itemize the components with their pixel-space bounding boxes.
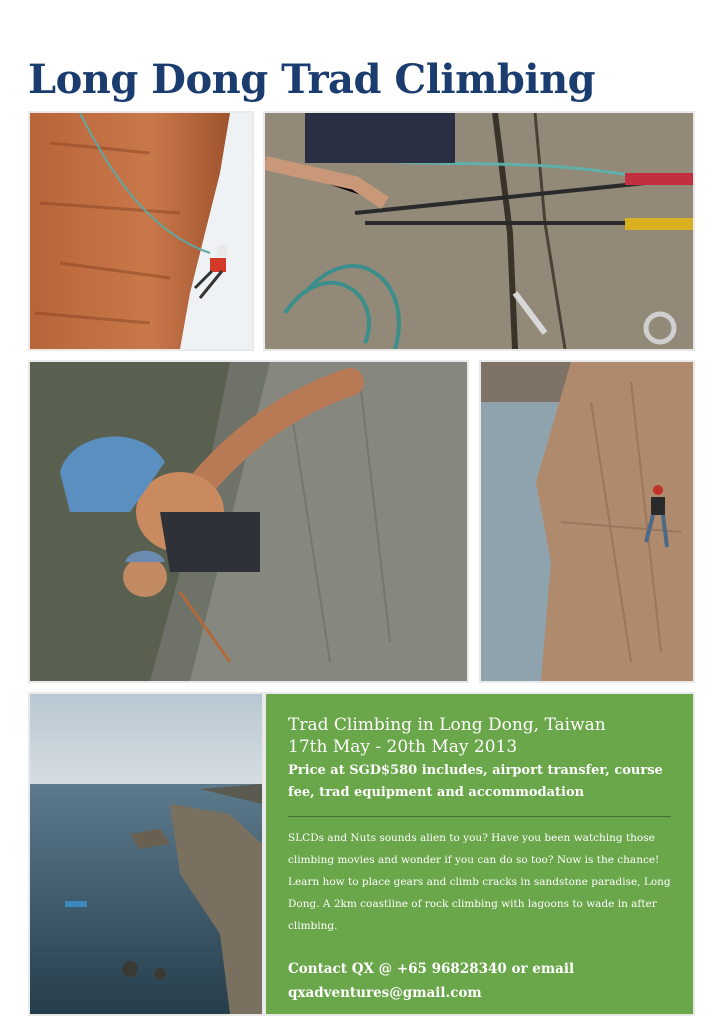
event-price: Price at SGD$580 includes, airport transfer, course fee, trad equipment and accommodation (288, 763, 663, 800)
photo-helmet-climber (30, 362, 467, 681)
contact-info (288, 957, 671, 1005)
photo-coastline (30, 694, 262, 1014)
photo-trad-gear-ropes (265, 113, 693, 349)
event-location: Trad Climbing in Long Dong, Taiwan (288, 715, 606, 735)
divider (288, 816, 671, 817)
contact-email: qxadventures@gmail.com (288, 985, 482, 1001)
event-dates: 17th May - 20th May 2013 (288, 737, 518, 757)
photo-sea-cliff-climber (481, 362, 693, 681)
contact-phone: Contact QX @ +65 96828340 or email (288, 961, 575, 977)
poster-title: Long Dong Trad Climbing (28, 56, 596, 103)
event-info-panel (266, 694, 693, 1014)
event-description: SLCDs and Nuts sounds alien to you? Have you been watching those climbing movies and wonder if you can do so too? Now is the chance! Learn how to place gears and climb cracks in sandstone paradise, Long Dong. A 2km coastline of rock climbing with lagoons to wade in after climbing. (288, 832, 671, 932)
photo-cliff-climber (30, 113, 252, 349)
